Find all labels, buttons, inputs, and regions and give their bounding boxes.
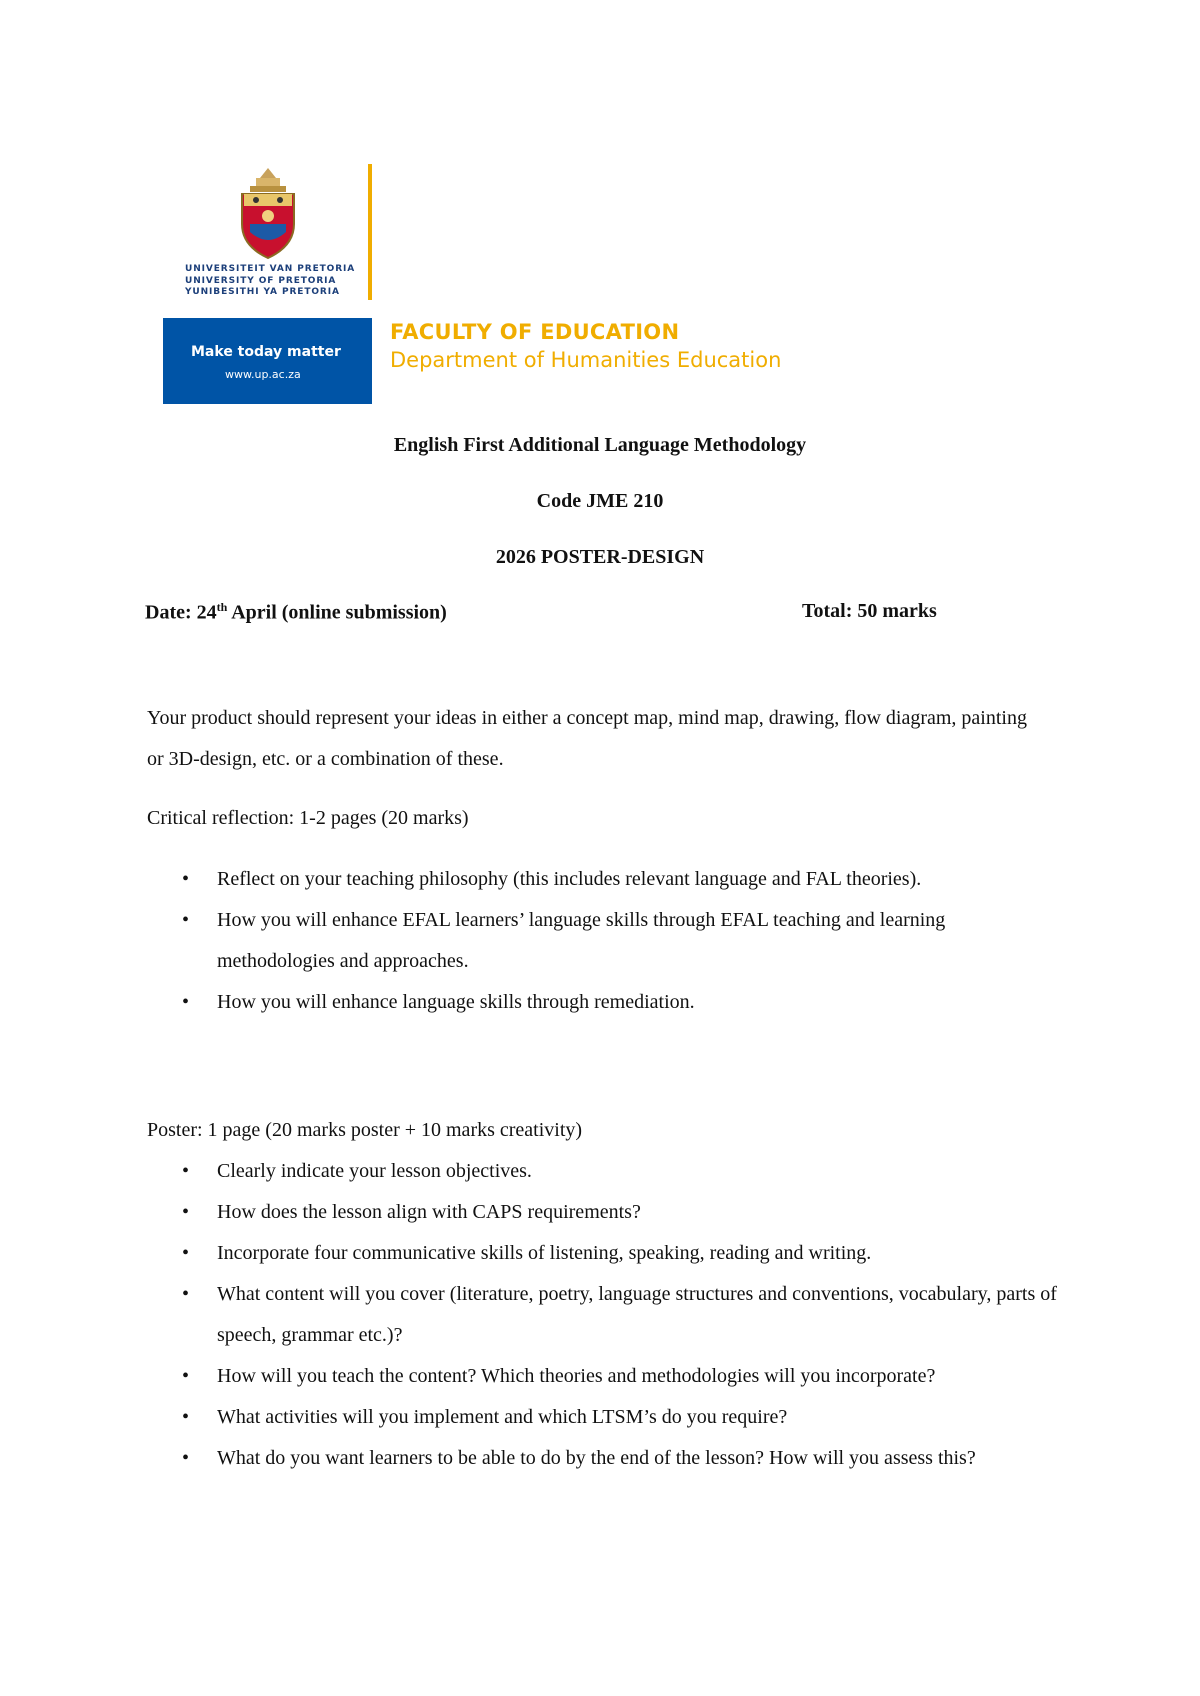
list-item xyxy=(147,1274,1067,1356)
list-item-text: How does the lesson align with CAPS requirements? xyxy=(217,1201,641,1223)
crest-line-afrikaans: UNIVERSITEIT VAN PRETORIA xyxy=(185,264,356,274)
department-name: Department of Humanities Education xyxy=(390,348,782,372)
assignment-title: 2026 POSTER-DESIGN xyxy=(495,546,705,568)
list-item-text: What activities will you implement and which LTSM’s do you require? xyxy=(217,1406,788,1428)
faculty-name: FACULTY OF EDUCATION xyxy=(390,320,680,344)
list-item-text: Clearly indicate your lesson objectives. xyxy=(217,1160,532,1182)
list-item xyxy=(147,1192,1067,1233)
list-item-text: Reflect on your teaching philosophy (this includes relevant language and FAL theories). xyxy=(217,868,922,890)
list-item xyxy=(147,900,1067,982)
list-item xyxy=(147,1397,1067,1438)
crest-line-sepedi: YUNIBESITHI YA PRETORIA xyxy=(185,287,340,297)
bullet-icon: • xyxy=(182,1283,190,1305)
list-item-text: How will you teach the content? Which theories and methodologies will you incorporate? xyxy=(217,1365,936,1387)
bullet-icon: • xyxy=(182,991,190,1013)
coat-of-arms-icon xyxy=(230,164,306,264)
reflection-list xyxy=(147,859,1067,1023)
bullet-icon: • xyxy=(182,1242,190,1264)
due-date xyxy=(145,600,447,625)
bullet-icon: • xyxy=(182,1447,190,1469)
bullet-icon: • xyxy=(182,1201,190,1223)
total-marks: Total: 50 marks xyxy=(802,600,937,622)
course-title: English First Additional Language Methodology xyxy=(393,434,807,456)
poster-heading: Poster: 1 page (20 marks poster + 10 marks creativity) xyxy=(147,1119,583,1141)
list-item-text: How you will enhance EFAL learners’ language skills through EFAL teaching and learning methodologies and approaches. xyxy=(217,909,946,972)
university-name xyxy=(185,264,365,299)
tagline-banner xyxy=(163,318,372,404)
bullet-icon: • xyxy=(182,909,190,931)
logo-divider xyxy=(368,164,372,300)
list-item-text: What content will you cover (literature, poetry, language structures and conventions, vocabulary, parts of speech, grammar etc.)? xyxy=(217,1283,1057,1346)
due-date-suffix: April (online submission) xyxy=(227,601,447,624)
list-item xyxy=(147,982,1067,1023)
list-item-text: What do you want learners to be able to do by the end of the lesson? How will you assess this? xyxy=(217,1447,976,1469)
intro-paragraph: Your product should represent your ideas in either a concept map, mind map, drawing, flow diagram, painting or 3D-design, etc. or a combination of these. xyxy=(147,707,1027,770)
bullet-icon: • xyxy=(182,1406,190,1428)
poster-list xyxy=(147,1151,1067,1479)
list-item xyxy=(147,859,1067,900)
bullet-icon: • xyxy=(182,1160,190,1182)
list-item xyxy=(147,1151,1067,1192)
list-item xyxy=(147,1356,1067,1397)
reflection-heading: Critical reflection: 1-2 pages (20 marks) xyxy=(147,807,469,829)
list-item xyxy=(147,1233,1067,1274)
bullet-icon: • xyxy=(182,868,190,890)
university-logo xyxy=(185,164,365,300)
course-code: Code JME 210 xyxy=(536,490,664,512)
tagline: Make today matter xyxy=(191,344,341,360)
list-item-text: Incorporate four communicative skills of listening, speaking, reading and writing. xyxy=(217,1242,872,1264)
crest-line-english: UNIVERSITY OF PRETORIA xyxy=(185,275,337,286)
list-item-text: How you will enhance language skills through remediation. xyxy=(217,991,695,1013)
list-item xyxy=(147,1438,1067,1479)
website-url: www.up.ac.za xyxy=(225,368,301,381)
due-date-prefix: Date: 24 xyxy=(145,601,217,624)
bullet-icon: • xyxy=(182,1365,190,1387)
due-date-suffix-sup: th xyxy=(216,600,228,614)
